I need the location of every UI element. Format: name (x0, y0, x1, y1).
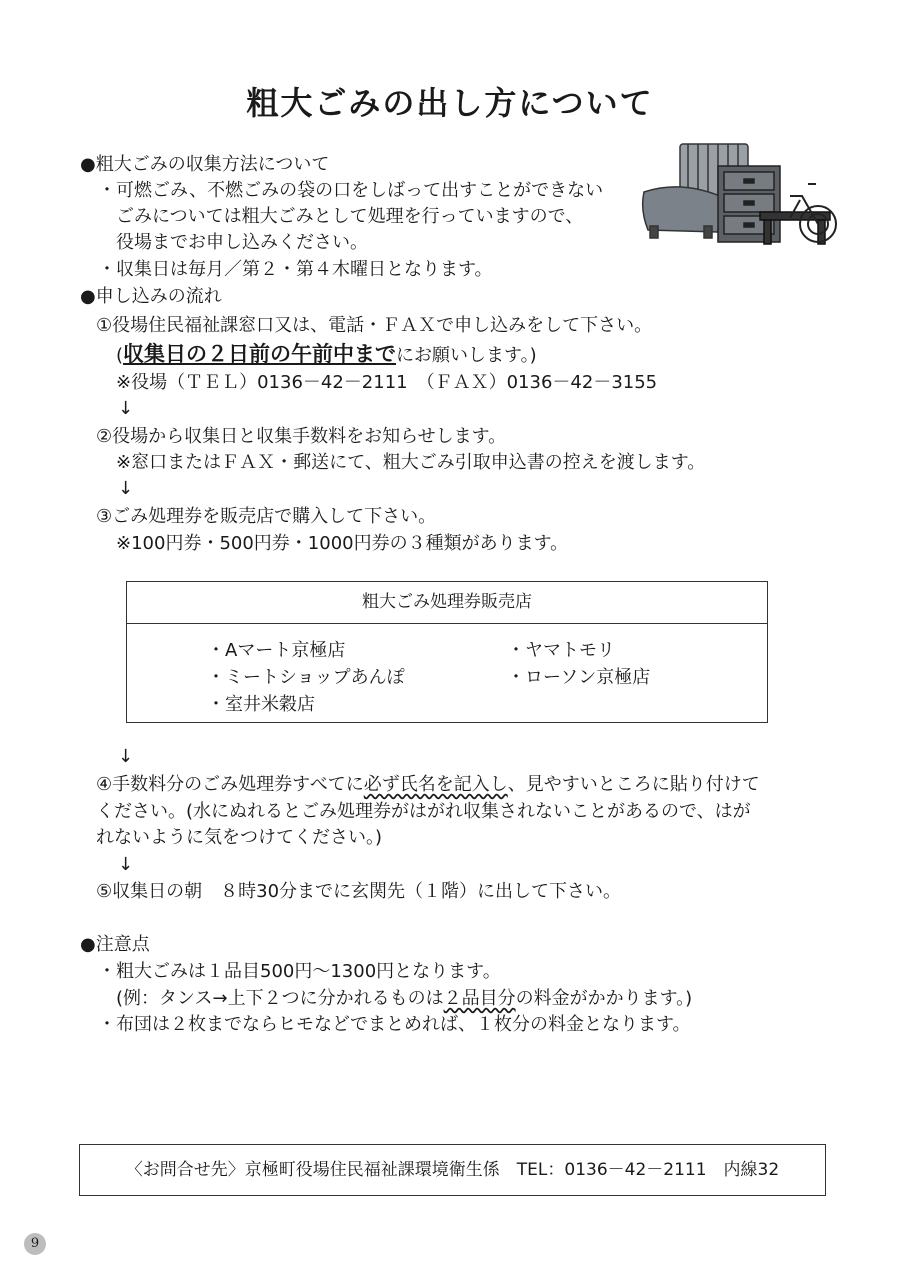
step-4-emphasis: 必ず氏名を記入し (363, 774, 508, 795)
step-4-text-c: 、見やすいところに貼り付けて (507, 774, 760, 795)
table-icon (760, 212, 830, 244)
step-1-contact-note: ※役場（ＴＥＬ）0136－42－2111 （ＦＡＸ）0136－42－3155 (116, 372, 658, 393)
bulky-furniture-icon (640, 140, 840, 250)
bullet-text: ・収集日は毎月／第２・第４木曜日となります。 (98, 259, 493, 280)
step-4-text-a: ④手数料分のごみ処理券すべてに (96, 774, 364, 795)
flow-arrow: ↓ (118, 854, 134, 875)
step-5: ⑤収集日の朝 ８時30分までに玄関先（１階）に出して下さい。 (96, 881, 622, 902)
shop-item: ・ヤマトモリ (507, 640, 615, 661)
section-heading-application-flow: ●申し込みの流れ (80, 286, 222, 307)
shop-list-header: 粗大ごみ処理券販売店 (127, 582, 767, 624)
page-title: 粗大ごみの出し方について (246, 84, 654, 122)
step-3: ③ごみ処理券を販売店で購入して下さい。 (96, 506, 437, 527)
step-1-deadline-note (116, 342, 537, 368)
step-4-line-2: ください。(水にぬれるとごみ処理券がはがれ収集されないことがあるので、はが (96, 801, 751, 822)
step-4 (96, 773, 760, 797)
flow-arrow: ↓ (118, 478, 134, 499)
step-2-note: ※窓口またはＦＡＸ・郵送にて、粗大ごみ引取申込書の控えを渡します。 (116, 452, 706, 473)
shop-item: ・ミートショップあんぽ (207, 667, 405, 688)
note-text-c: の料金がかかります。) (515, 988, 693, 1009)
shop-item: ・Aマート京極店 (207, 640, 346, 661)
deadline-rest: にお願いします。) (396, 345, 537, 366)
flow-arrow: ↓ (118, 746, 134, 767)
flow-arrow: ↓ (118, 398, 134, 419)
shop-item: ・室井米穀店 (207, 694, 315, 715)
bullet-text: ・可燃ごみ、不燃ごみの袋の口をしばって出すことができない (98, 180, 604, 201)
step-4-line-3: れないように気をつけてください。) (96, 827, 383, 848)
section-heading-collection-method: ●粗大ごみの収集方法について (80, 154, 330, 175)
bullet-text: ごみについては粗大ごみとして処理を行っていますので、 (116, 206, 584, 227)
contact-box: 〈お問合せ先〉京極町役場住民福祉課環境衛生係 TEL：0136－42－2111 内線32 (79, 1144, 826, 1196)
paren-open: ( (116, 345, 124, 366)
step-2: ②役場から収集日と収集手数料をお知らせします。 (96, 426, 507, 447)
shop-item: ・ローソン京極店 (507, 667, 651, 688)
page-number: 9 (24, 1233, 46, 1255)
section-heading-notes: ●注意点 (80, 934, 150, 955)
note-text-a: (例：タンス→上下２つに分かれるものは (116, 988, 444, 1009)
step-3-note: ※100円券・500円券・1000円券の３種類があります。 (116, 533, 569, 554)
price-example-note (116, 987, 692, 1011)
deadline-emphasis: 収集日の２日前の午前中まで (123, 342, 397, 366)
shop-list-box (126, 581, 768, 723)
step-1: ①役場住民福祉課窓口又は、電話・ＦＡＸで申し込みをして下さい。 (96, 315, 653, 336)
bullet-text: 役場までお申し込みください。 (116, 232, 368, 253)
note-emphasis: ２品目分 (443, 988, 516, 1009)
bullet-text: ・布団は２枚までならヒモなどでまとめれば、１枚分の料金となります。 (98, 1014, 691, 1035)
bullet-text: ・粗大ごみは１品目500円～1300円となります。 (98, 961, 501, 982)
